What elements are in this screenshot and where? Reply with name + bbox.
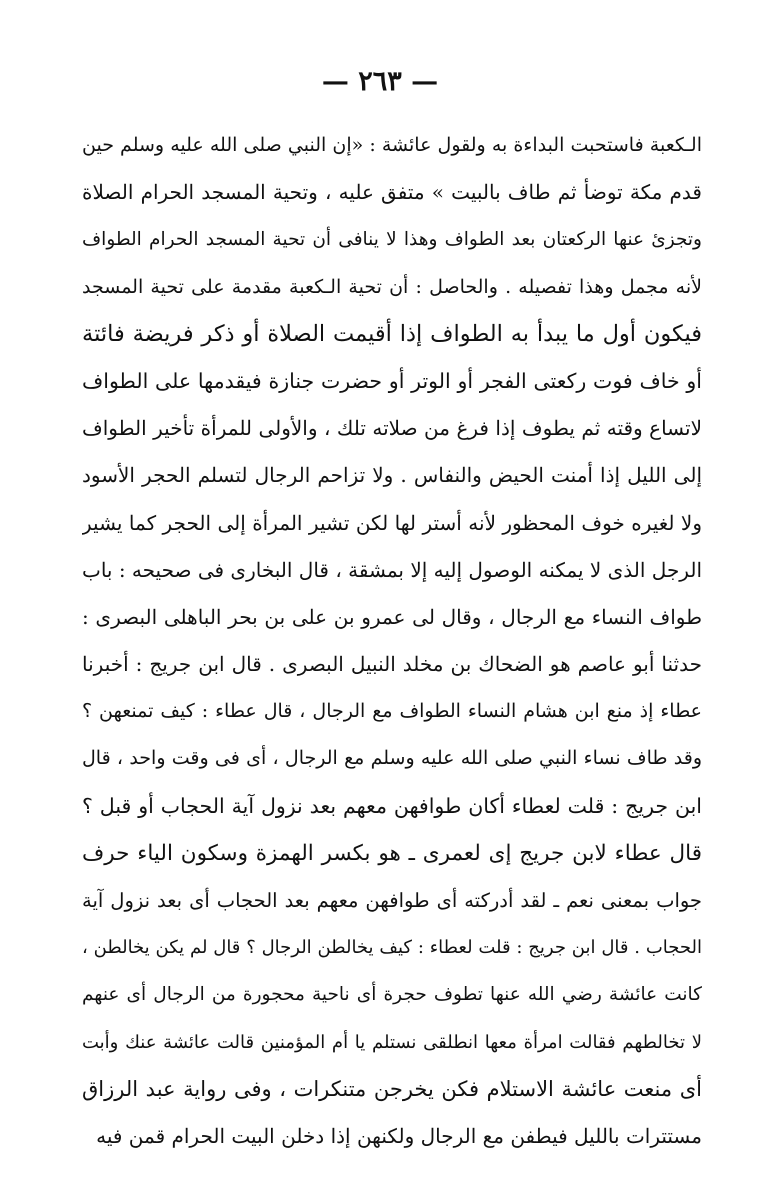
text-line: جواب بمعنى نعم ـ لقد أدركته أى طوافهن معهم بعد الحجاب أى بعد نزول آية <box>82 889 702 912</box>
body-text <box>82 122 702 1160</box>
text-line: كانت عائشة رضي الله عنها تطوف حجرة أى ناحية محجورة من الرجال أى عنهم <box>82 984 702 1006</box>
text-line: الرجل الذى لا يمكنه الوصول إليه إلا بمشقة ، قال البخارى فى صحيحه : باب <box>82 557 702 582</box>
text-line: الـكعبة فاستحبت البداءة به ولقول عائشة : «إن النبي صلى الله عليه وسلم حين <box>82 134 702 156</box>
text-line: قدم مكة توضأ ثم طاف بالبيت » متفق عليه ، وتحية المسجد الحرام الصلاة <box>82 180 702 205</box>
text-line: طواف النساء مع الرجال ، وقال لى عمرو بن على بن بحر الباهلى البصرى : <box>82 604 702 629</box>
text-line: وقد طاف نساء النبي صلى الله عليه وسلم مع الرجال ، أى فى وقت واحد ، قال <box>82 747 702 770</box>
text-line: لا تخالطهم فقالت امرأة معها انطلقى نستلم يا أم المؤمنين قالت عائشة عنك وأبت <box>82 1031 702 1053</box>
text-line: فيكون أول ما يبدأ به الطواف إذا أقيمت الصلاة أو ذكر فريضة فائتة <box>82 320 702 347</box>
text-line: عطاء إذ منع ابن هشام النساء الطواف مع الرجال ، قال عطاء : كيف تمنعهن ؟ <box>82 700 702 723</box>
text-line: لاتساع وقته ثم يطوف إذا فرغ من صلاته تلك ، والأولى للمرأة تأخير الطواف <box>82 416 702 441</box>
text-line: ابن جريج : قلت لعطاء أكان طوافهن معهم بعد نزول آية الحجاب أو قبل ؟ <box>82 793 702 818</box>
page-number: — ٢٦٣ — <box>321 66 439 97</box>
text-line: لأنه مجمل وهذا تفصيله . والحاصل : أن تحية الـكعبة مقدمة على تحية المسجد <box>82 275 702 298</box>
text-line: قال عطاء لابن جريج إى لعمرى ـ هو بكسر الهمزة وسكون الياء حرف <box>82 840 702 866</box>
text-line: ولا لغيره خوف المحظور لأنه أستر لها لكن تشير المرأة إلى الحجر كما يشير <box>82 510 702 535</box>
text-line: أى منعت عائشة الاستلام فكن يخرجن متنكرات ، وفى رواية عبد الرزاق <box>82 1076 702 1101</box>
text-line: إلى الليل إذا أمنت الحيض والنفاس . ولا تزاحم الرجال لتسلم الحجر الأسود <box>82 463 702 488</box>
text-line: حدثنا أبو عاصم هو الضحاك بن مخلد النبيل البصرى . قال ابن جريج : أخبرنا <box>82 652 702 677</box>
text-line: أو خاف فوت ركعتى الفجر أو الوتر أو حضرت جنازة فيقدمها على الطواف <box>82 368 702 393</box>
text-line: مستترات بالليل فيطفن مع الرجال ولكنهن إذا دخلن البيت الحرام قمن فيه <box>96 1123 702 1148</box>
text-line: وتجزئ عنها الركعتان بعد الطواف وهذا لا ينافى أن تحية المسجد الحرام الطواف <box>82 229 702 251</box>
text-line: الحجاب . قال ابن جريج : قلت لعطاء : كيف يخالطن الرجال ؟ قال لم يكن يخالطن ، <box>82 937 702 959</box>
